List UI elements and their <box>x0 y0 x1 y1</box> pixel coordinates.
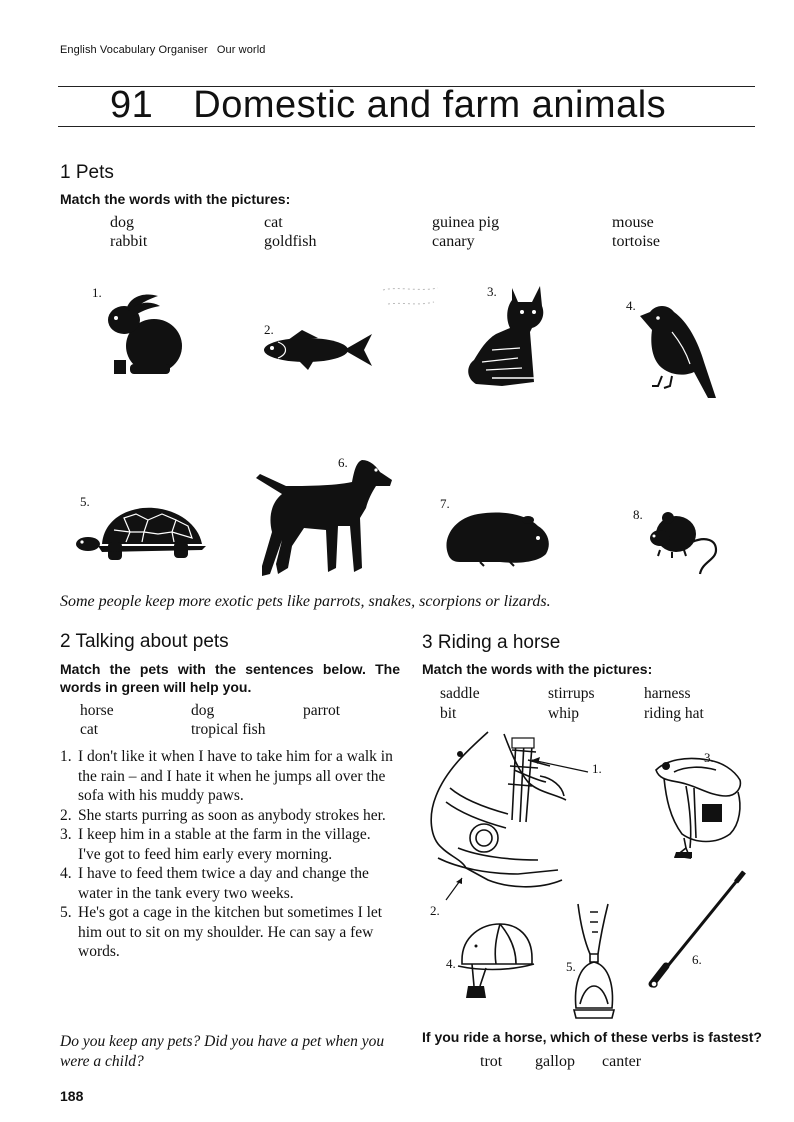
word-stirrups: stirrups <box>548 685 595 702</box>
word-horse: horse <box>80 702 114 719</box>
title-bottom-rule <box>58 126 755 127</box>
section3-instruction: Match the words with the pictures: <box>422 661 653 677</box>
sentence-text: He's got a cage in the kitchen but sometimes I let him out to sit on my shoulder. He can say a few words. <box>78 904 383 960</box>
word-tropical-fish: tropical fish <box>191 721 266 738</box>
section2-instruction: Match the pets with the sentences below. The words in green will help you. <box>60 661 400 695</box>
section-title: Our world <box>216 44 266 56</box>
guinea-pig-illustration <box>440 504 554 566</box>
word-rabbit: rabbit <box>110 233 148 250</box>
sentence-item <box>60 806 395 826</box>
section1-heading: 1 Pets <box>60 162 114 183</box>
tack-label-5: 5. <box>566 959 576 974</box>
rabbit-illustration <box>102 290 192 376</box>
canary-illustration <box>632 302 722 400</box>
word-whip: whip <box>548 705 579 722</box>
sentence-number: 3. <box>60 826 72 843</box>
sentence-number: 2. <box>60 806 72 824</box>
word-riding-hat: riding hat <box>644 705 704 722</box>
sentence-text: I don't like it when I have to take him for a walk in the rain – and I hate it when he jumps all over the sofa with his muddy paws. <box>78 748 393 804</box>
section3-heading: 3 Riding a horse <box>422 632 561 653</box>
section1-instruction: Match the words with the pictures: <box>60 191 291 207</box>
mouse-illustration <box>646 498 724 578</box>
word-parrot: parrot <box>303 702 341 719</box>
pic-label-7: 7. <box>440 496 450 511</box>
dog-illustration <box>252 456 398 578</box>
pic-label-8: 8. <box>633 507 643 522</box>
sentence-text: I keep him in a stable at the farm in the village. I've got to feed him early every morning. <box>78 826 371 863</box>
pic-label-3: 3. <box>487 284 497 299</box>
pic-label-5: 5. <box>80 494 90 509</box>
tack-label-1: 1. <box>592 761 602 776</box>
sentence-item <box>60 903 395 962</box>
horse-harness-illustration <box>428 730 570 900</box>
saddle-illustration <box>646 748 744 860</box>
verb-gallop: gallop <box>535 1053 575 1070</box>
word-guinea-pig: guinea pig <box>432 214 500 231</box>
section3-question: If you ride a horse, which of these verbs is fastest? <box>422 1029 762 1045</box>
word-cat-2: cat <box>80 721 99 738</box>
word-cat: cat <box>264 214 283 231</box>
exotic-pets-note: Some people keep more exotic pets like parrots, snakes, scorpions or lizards. <box>60 593 551 610</box>
tack-label-2: 2. <box>430 903 440 918</box>
book-title: English Vocabulary Organiser <box>60 44 208 56</box>
tack-label-3: 3. <box>704 750 714 765</box>
riding-hat-illustration <box>456 920 536 1006</box>
word-bit: bit <box>440 705 457 722</box>
sentence-number: 5. <box>60 904 72 921</box>
unit-name: Domestic and farm animals <box>193 84 667 126</box>
page-number: 188 <box>60 1088 84 1104</box>
cat-illustration <box>462 282 552 392</box>
whip-illustration <box>648 870 748 990</box>
tack-label-6: 6. <box>692 952 702 967</box>
sentence-list <box>60 747 395 962</box>
verb-canter: canter <box>602 1053 642 1070</box>
word-tortoise: tortoise <box>612 233 660 250</box>
sentence-item <box>60 825 395 864</box>
stirrup-illustration <box>568 900 626 1020</box>
faint-scribble <box>378 268 468 328</box>
tortoise-illustration <box>74 500 212 566</box>
goldfish-illustration <box>258 328 374 372</box>
word-mouse: mouse <box>612 214 654 231</box>
verb-trot: trot <box>480 1053 503 1070</box>
word-dog-2: dog <box>191 702 215 719</box>
pets-question: Do you keep any pets? Did you have a pet when you were a child? <box>60 1033 385 1070</box>
pic-label-4: 4. <box>626 298 636 313</box>
pic-label-2: 2. <box>264 322 274 337</box>
sentence-item <box>60 864 395 903</box>
sentence-item <box>60 747 395 806</box>
sentence-text: She starts purring as soon as anybody strokes her. <box>78 806 386 824</box>
word-dog: dog <box>110 214 134 231</box>
sentence-number: 1. <box>60 748 72 765</box>
pic-label-1: 1. <box>92 285 102 300</box>
section2-heading: 2 Talking about pets <box>60 631 229 652</box>
word-canary: canary <box>432 233 475 250</box>
unit-title <box>110 84 666 127</box>
pic-label-6: 6. <box>338 455 348 470</box>
word-harness: harness <box>644 685 691 702</box>
tack-label-4: 4. <box>446 956 456 971</box>
word-saddle: saddle <box>440 685 480 702</box>
running-header <box>60 44 265 56</box>
sentence-text: I have to feed them twice a day and change the water in the tank every two weeks. <box>78 865 369 902</box>
sentence-number: 4. <box>60 865 72 882</box>
word-goldfish: goldfish <box>264 233 317 250</box>
unit-number: 91 <box>110 84 154 126</box>
